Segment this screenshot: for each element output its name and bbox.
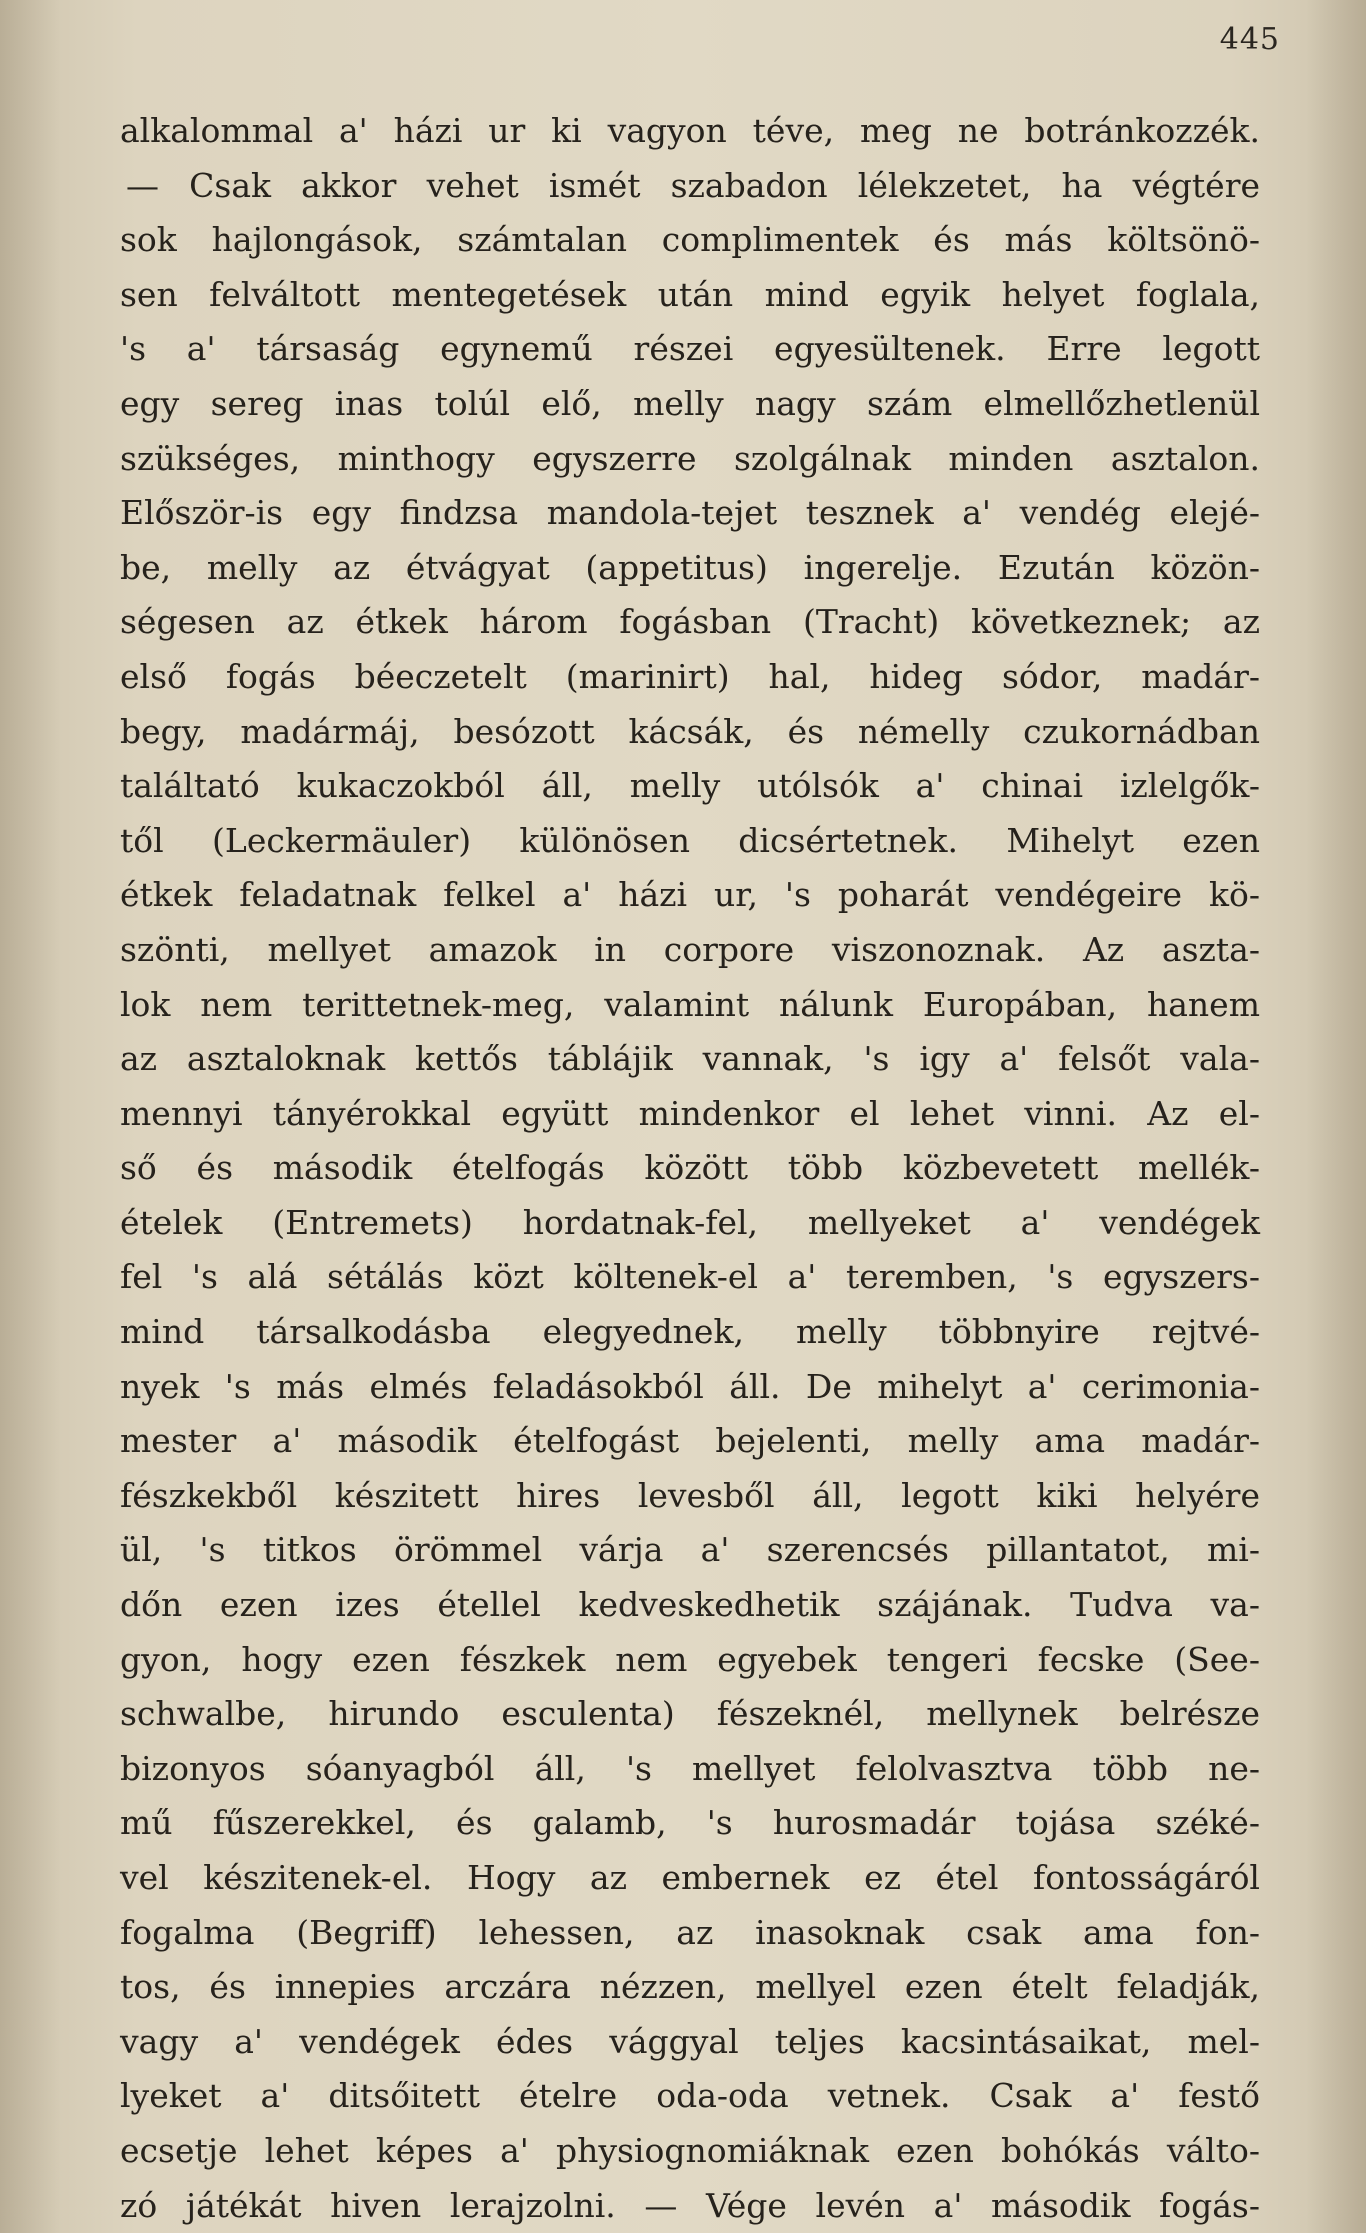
text-line: nyek 's más elmés feladásokból áll. De mihelyt a' cerimonia- [120,1366,1260,1406]
text-line: bizonyos sóanyagból áll, 's mellyet felolvasztva több ne- [120,1748,1260,1788]
text-line: schwalbe, hirundo esculenta) fészeknél, mellynek belrésze [120,1694,1260,1734]
page-edge-shadow-right [1306,0,1366,2233]
text-line: sok hajlongások, számtalan complimentek és más költsönö- [120,220,1260,260]
text-line: találtató kukaczokból áll, melly utólsók a' chinai izlelgők- [120,766,1260,806]
text-line: mennyi tányérokkal együtt mindenkor el lehet vinni. Az el- [120,1093,1260,1133]
text-line: ecsetje lehet képes a' physiognomiáknak ezen bohókás válto- [120,2130,1260,2170]
text-line: fel 's alá sétálás közt költenek-el a' teremben, 's egyszers- [120,1257,1260,1297]
page-edge-shadow-left [0,0,60,2233]
body-text [120,104,1260,2233]
text-line: alkalommal a' házi ur ki vagyon téve, meg ne botránkozzék. [120,111,1260,150]
text-line: gyon, hogy ezen fészkek nem egyebek tengeri fecske (See- [120,1639,1260,1679]
text-line: sen felváltott mentegetések után mind egyik helyet foglala, [120,274,1260,314]
text-line: fogalma (Begriff) lehessen, az inasoknak csak ama fon- [120,1912,1260,1952]
text-line: ső és második ételfogás között több közbevetett mellék- [120,1148,1260,1188]
text-line: zó játékát hiven lerajzolni. — Vége levén a' második fogás- [120,2185,1260,2225]
text-line: től (Leckermäuler) különösen dicsértetnek. Mihelyt ezen [120,820,1260,860]
text-line: be, melly az étvágyat (appetitus) ingerelje. Ezután közön- [120,547,1260,587]
text-line: lok nem terittetnek-meg, valamint nálunk Europában, hanem [120,984,1260,1024]
text-line: mind társalkodásba elegyednek, melly többnyire rejtvé- [120,1312,1260,1352]
text-line: az asztaloknak kettős táblájik vannak, 's igy a' felsőt vala- [120,1039,1260,1079]
text-line: vagy a' vendégek édes vággyal teljes kacsintásaikat, mel- [120,2021,1260,2061]
text-line: étkek feladatnak felkel a' házi ur, 's poharát vendégeire kö- [120,875,1260,915]
text-line: dőn ezen izes étellel kedveskedhetik szájának. Tudva va- [120,1585,1260,1625]
text-line: mester a' második ételfogást bejelenti, melly ama madár- [120,1421,1260,1461]
text-line: tos, és innepies arczára nézzen, mellyel ezen ételt feladják, [120,1967,1260,2007]
text-line: — Csak akkor vehet ismét szabadon lélekzetet, ha végtére [126,165,1260,205]
text-line: vel készitenek-el. Hogy az embernek ez étel fontosságáról [120,1858,1260,1897]
text-line: begy, madármáj, besózott kácsák, és némelly czukornádban [120,711,1260,751]
text-line: ételek (Entremets) hordatnak-fel, mellyeket a' vendégek [120,1202,1260,1242]
text-line: ségesen az étkek három fogásban (Tracht) következnek; az [120,602,1260,642]
text-line: egy sereg inas tolúl elő, melly nagy szám elmellőzhetlenül [120,383,1260,423]
text-line: szükséges, minthogy egyszerre szolgálnak minden asztalon. [120,438,1260,478]
text-line: lyeket a' ditsőitett ételre oda-oda vetnek. Csak a' festő [120,2076,1260,2116]
page-number: 445 [1219,22,1280,57]
text-line: mű fűszerekkel, és galamb, 's hurosmadár tojása széké- [120,1803,1260,1843]
text-line: fészkekből készitett hires levesből áll, legott kiki helyére [120,1475,1260,1515]
text-line: Először-is egy findzsa mandola-tejet tesznek a' vendég elejé- [120,493,1260,533]
text-line: első fogás béeczetelt (marinirt) hal, hideg sódor, madár- [120,656,1260,696]
text-line: 's a' társaság egynemű részei egyesültenek. Erre legott [120,329,1260,369]
text-line: ül, 's titkos örömmel várja a' szerencsés pillantatot, mi- [120,1530,1260,1570]
text-line: szönti, mellyet amazok in corpore viszonoznak. Az aszta- [120,929,1260,969]
